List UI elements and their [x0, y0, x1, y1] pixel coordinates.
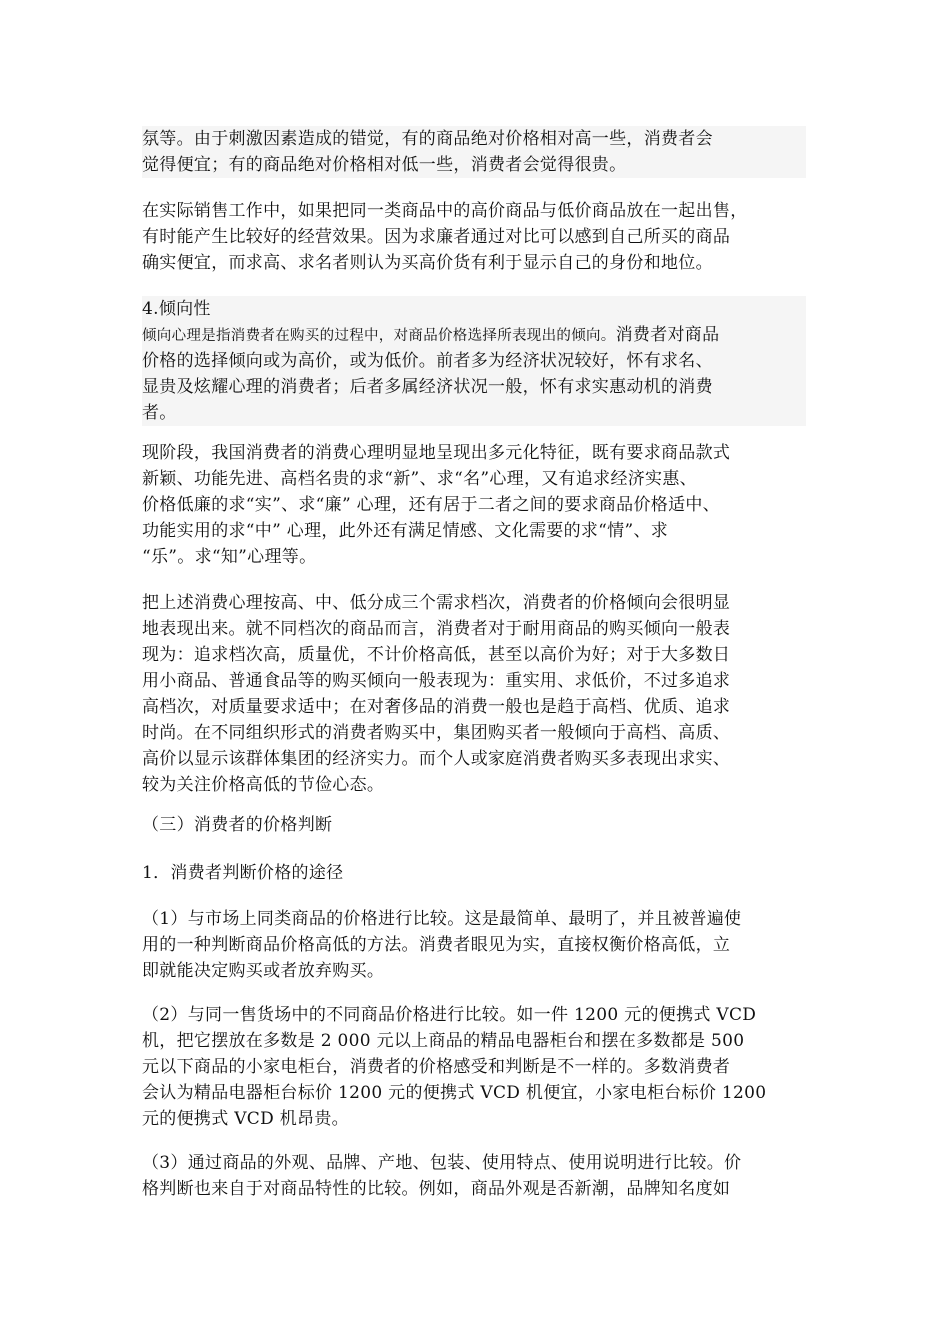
text-line: （2）与同一售货场中的不同商品价格进行比较。如一件 1200 元的便携式 VCD — [142, 1005, 757, 1025]
text-line: 功能实用的求“中” 心理，此外还有满足情感、文化需要的求“情”、求 — [142, 521, 669, 541]
paragraph-tendency — [142, 296, 806, 426]
text-line: 有时能产生比较好的经营效果。因为求廉者通过对比可以感到自己所买的商品 — [142, 227, 731, 247]
paragraph-price-illusion — [142, 126, 806, 178]
paragraph-diversification — [142, 440, 822, 570]
text-line: 元的便携式 VCD 机昂贵。 — [142, 1109, 349, 1129]
text-line: 显贵及炫耀心理的消费者；后者多属经济状况一般，怀有求实惠动机的消费 — [142, 377, 713, 397]
paragraph-method-3 — [142, 1150, 822, 1202]
text-line: 者。 — [142, 403, 177, 423]
text-line: 在实际销售工作中，如果把同一类商品中的高价商品与低价商品放在一起出售， — [142, 201, 748, 221]
text-run: 消费者对商品 — [615, 325, 720, 345]
text-line: 机，把它摆放在多数是 2 000 元以上商品的精品电器柜台和摆在多数都是 500 — [142, 1031, 745, 1051]
small-text-run: 倾向心理是指消费者在购买的过程中，对商品价格选择所表现出的倾向。 — [142, 328, 616, 344]
text-line: 高价以显示该群体集团的经济实力。而个人或家庭消费者购买多表现出求实、 — [142, 749, 731, 769]
text-line: 会认为精品电器柜台标价 1200 元的便携式 VCD 机便宜，小家电柜台标价 1200 — [142, 1083, 767, 1103]
text-line: 1．消费者判断价格的途径 — [142, 863, 344, 883]
text-line: 用的一种判断商品价格高低的方法。消费者眼见为实，直接权衡价格高低，立 — [142, 935, 731, 955]
text-line: （1）与市场上同类商品的价格进行比较。这是最简单、最明了，并且被普遍使 — [142, 909, 742, 929]
text-line: 觉得便宜；有的商品绝对价格相对低一些，消费者会觉得很贵。 — [142, 155, 627, 175]
paragraph-sales-practice — [142, 198, 822, 276]
text-line: 现阶段，我国消费者的消费心理明显地呈现出多元化特征，既有要求商品款式 — [142, 443, 731, 463]
paragraph-method-1 — [142, 906, 822, 984]
text-line: 新颖、功能先进、高档名贵的求“新”、求“名”心理，又有追求经济实惠、 — [142, 469, 697, 489]
section-heading-price-judgment — [142, 812, 822, 838]
text-line: 时尚。在不同组织形式的消费者购买中，集团购买者一般倾向于高档、高质、 — [142, 723, 731, 743]
text-line: 把上述消费心理按高、中、低分成三个需求档次，消费者的价格倾向会很明显 — [142, 593, 731, 613]
text-line: 高档次，对质量要求适中；在对奢侈品的消费一般也是趋于高档、优质、追求 — [142, 697, 731, 717]
text-line: 地表现出来。就不同档次的商品而言，消费者对于耐用商品的购买倾向一般表 — [142, 619, 731, 639]
text-line — [142, 322, 806, 348]
paragraph-method-2 — [142, 1002, 822, 1132]
text-line: 现为：追求档次高，质量优，不计价格高低，甚至以高价为好；对于大多数日 — [142, 645, 731, 665]
text-line: 格判断也来自于对商品特性的比较。例如，商品外观是否新潮，品牌知名度如 — [142, 1179, 731, 1199]
text-line: 价格的选择倾向或为高价，或为低价。前者多为经济状况较好，怀有求名、 — [142, 351, 713, 371]
text-line: 确实便宜，而求高、求名者则认为买高价货有利于显示自己的身份和地位。 — [142, 253, 713, 273]
text-line: 价格低廉的求“实”、求“廉” 心理，还有居于二者之间的要求商品价格适中、 — [142, 495, 720, 515]
text-line: 元以下商品的小家电柜台，消费者的价格感受和判断是不一样的。多数消费者 — [142, 1057, 731, 1077]
text-line: （3）通过商品的外观、品牌、产地、包装、使用特点、使用说明进行比较。价 — [142, 1153, 742, 1173]
text-line: 较为关注价格高低的节俭心态。 — [142, 775, 385, 795]
text-line: “乐”。求“知”心理等。 — [142, 547, 317, 567]
section-heading-tendency: 4.倾向性 — [142, 299, 211, 319]
text-line: 氛等。由于刺激因素造成的错觉，有的商品绝对价格相对高一些，消费者会 — [142, 129, 713, 149]
paragraph-demand-levels — [142, 590, 822, 798]
text-line: 用小商品、普通食品等的购买倾向一般表现为：重实用、求低价，不过多追求 — [142, 671, 731, 691]
text-line: （三）消费者的价格判断 — [142, 815, 333, 835]
text-line: 即就能决定购买或者放弃购买。 — [142, 961, 385, 981]
subheading-judgment-methods — [142, 860, 822, 886]
